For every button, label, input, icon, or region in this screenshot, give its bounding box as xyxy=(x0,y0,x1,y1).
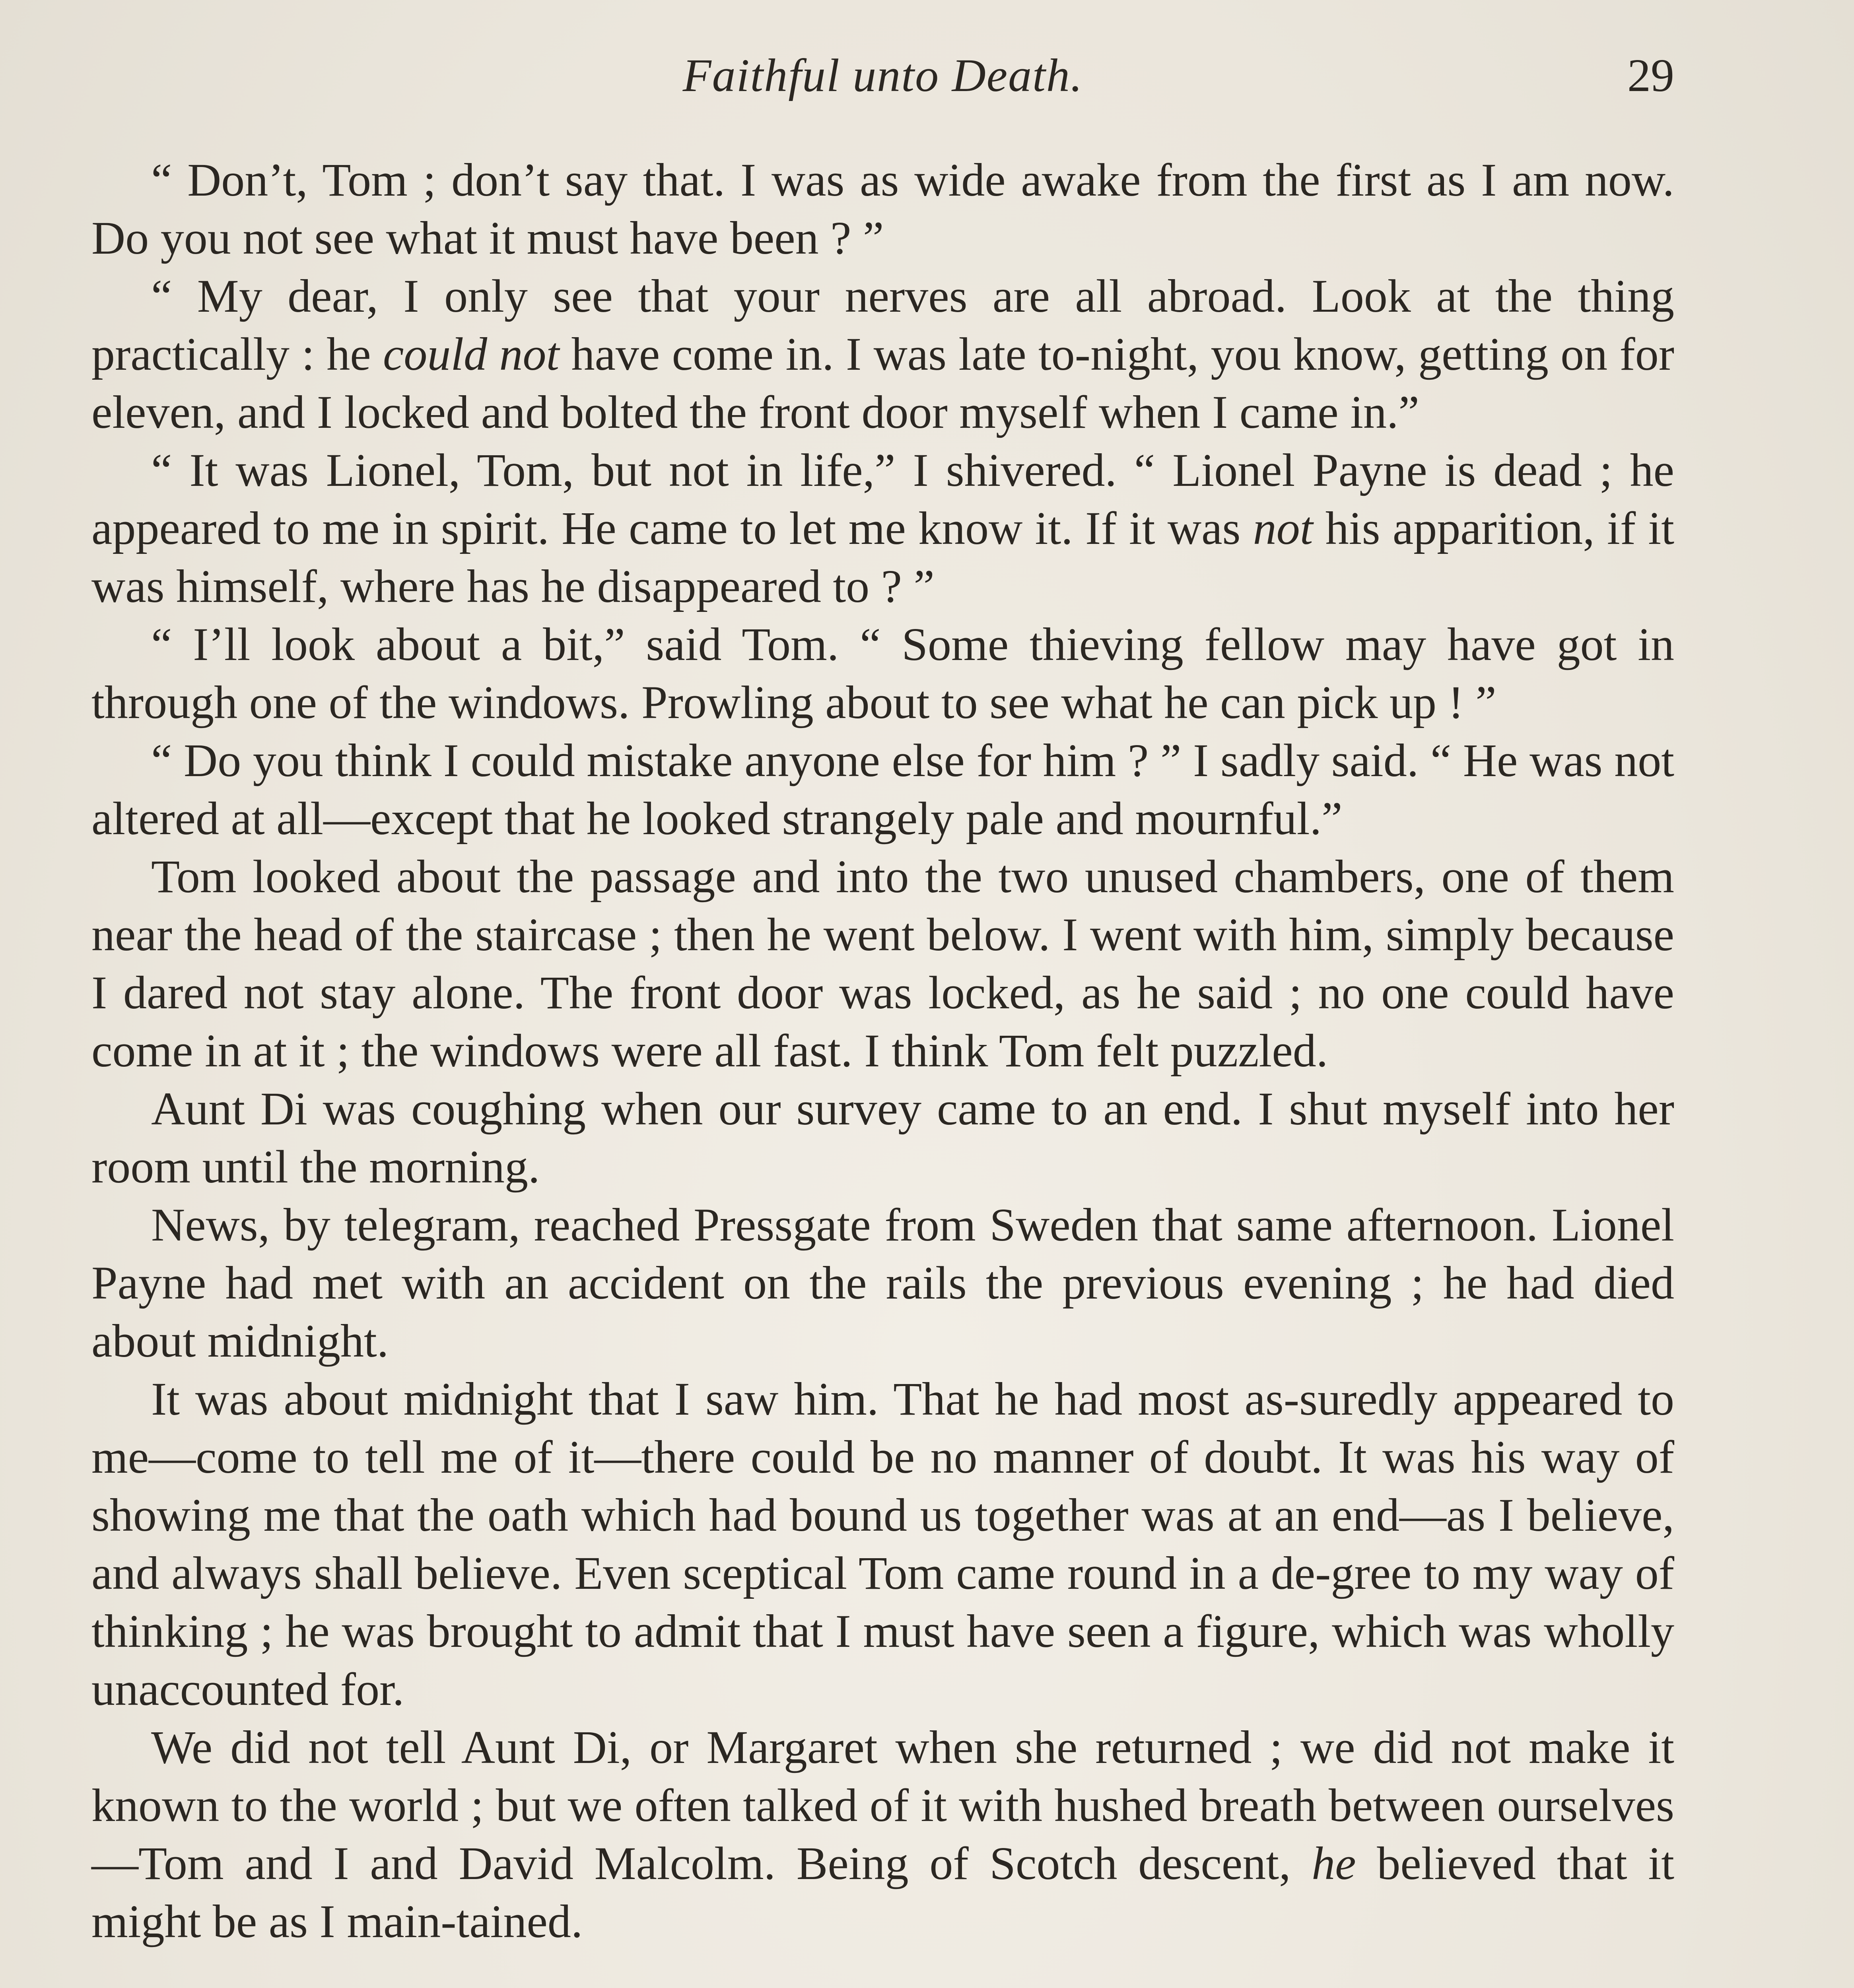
italic-emphasis: he xyxy=(1312,1837,1356,1889)
paragraph: We did not tell Aunt Di, or Margaret when she returned ; we did not make it known to the world ; but we often talked of it with hushed breath between ourselves—Tom and I and David Malcolm. Being of Scotch descent, he believed that it might be as I main-tained. xyxy=(91,1721,1674,1947)
paragraph: Aunt Di was coughing when our survey came to an end. I shut myself into her room until the morning. xyxy=(91,1083,1674,1193)
paragraph: “ Don’t, Tom ; don’t say that. I was as wide awake from the first as I am now. Do you not see what it must have been ? ” xyxy=(91,154,1674,264)
paragraph: News, by telegram, reached Pressgate from Sweden that same afternoon. Lionel Payne had met with an accident on the rails the previous evening ; he had died about midnight. xyxy=(91,1199,1674,1367)
running-title: Faithful unto Death. xyxy=(682,49,1083,101)
paragraph: Tom looked about the passage and into the two unused chambers, one of them near the head of the staircase ; then he went below. I went with him, simply because I dared not stay alone. The front door was locked, as he said ; no one could have come in at it ; the windows were all fast. I think Tom felt puzzled. xyxy=(91,850,1674,1077)
body-text xyxy=(91,151,1674,1988)
paragraph: It was about midnight that I saw him. That he had most as-suredly appeared to me—come to tell me of it—there could be no manner of doubt. It was his way of showing me that the oath which had bound us together was at an end—as I believe, and always shall believe. Even sceptical Tom came round in a de-gree to my way of thinking ; he was brought to admit that I must have seen a figure, which was wholly unaccounted for. xyxy=(91,1373,1674,1715)
paragraph: “ My dear, I only see that your nerves are all abroad. Look at the thing practically : he could not have come in. I was late to-night, you know, getting on for eleven, and I locked and bolted the front door myself when I came in.” xyxy=(91,270,1674,438)
paragraph: “ Do you think I could mistake anyone else for him ? ” I sadly said. “ He was not altered at all—except that he looked strangely pale and mournful.” xyxy=(91,734,1674,845)
italic-emphasis: not xyxy=(1253,502,1313,554)
running-header xyxy=(91,36,1674,115)
page-number: 29 xyxy=(1627,49,1674,101)
italic-emphasis: could not xyxy=(383,328,560,380)
paragraph: “ I’ll look about a bit,” said Tom. “ Some thieving fellow may have got in through one of the windows. Prowling about to see what he can pick up ! ” xyxy=(91,618,1674,728)
paragraph: “ It was Lionel, Tom, but not in life,” I shivered. “ Lionel Payne is dead ; he appeared to me in spirit. He came to let me know it. If it was not his apparition, if it was himself, where has he disappeared to ? ” xyxy=(91,444,1675,612)
